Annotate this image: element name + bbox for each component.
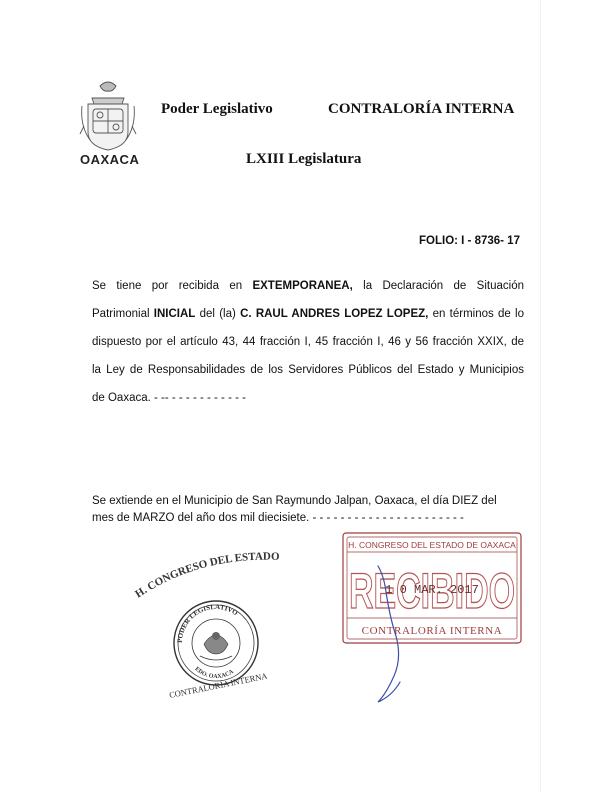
- scan-edge-line: [540, 0, 541, 792]
- paragraph-line: Se extiende en el Municipio de San Raymundo Jalpan, Oaxaca, el día DIEZ del: [92, 495, 497, 507]
- state-name-label: OAXACA: [80, 152, 140, 167]
- legislature-title: LXIII Legislatura: [246, 151, 362, 167]
- signature-mark: [360, 560, 420, 710]
- paragraph-line: de Oaxaca. - -- - - - - - - - - - - -: [92, 392, 246, 404]
- paragraph-line: Patrimonial INICIAL del (la) C. RAUL ANDRES LOPEZ LOPEZ, en términos de lo: [92, 308, 525, 320]
- stamp-received-word: RECIBIDO: [349, 563, 515, 619]
- seal-ring-top-text: PODER LEGISLATIVO: [175, 602, 240, 644]
- congress-seal: [130, 548, 300, 708]
- declaration-paragraph: [92, 280, 524, 410]
- stamp-bottom-text: CONTRALORÍA INTERNA: [361, 625, 503, 637]
- paragraph-line: Se tiene por recibida en EXTEMPORANEA, la Declaración de Situación: [92, 280, 524, 292]
- branch-title: Poder Legislativo: [161, 101, 273, 117]
- stamp-top-text: H. CONGRESO DEL ESTADO DE OAXACA: [348, 540, 516, 550]
- seal-bottom-text: CONTRALORÍA INTERNA: [168, 670, 269, 700]
- oaxaca-crest-logo: [78, 76, 138, 156]
- paragraph-line: la Ley de Responsabilidades de los Servidores Públicos del Estado y Municipios: [92, 364, 524, 376]
- issuance-paragraph: [92, 495, 524, 535]
- office-title: CONTRALORÍA INTERNA: [328, 101, 515, 117]
- paragraph-line: mes de MARZO del año dos mil diecisiete. - - - - - - - - - - - - - - - - - - - - - -: [92, 512, 464, 524]
- folio-number: FOLIO: I - 8736- 17: [419, 235, 520, 247]
- paragraph-line: dispuesto por el artículo 43, 44 fracción I, 45 fracción I, 46 y 56 fracción XXIX, de: [92, 336, 524, 348]
- seal-ring-bottom-text: EDO. OAXACA: [193, 666, 235, 681]
- seal-top-text: H. CONGRESO DEL ESTADO: [133, 550, 280, 601]
- stamp-date: 1 0 MAR. 2017: [385, 583, 479, 597]
